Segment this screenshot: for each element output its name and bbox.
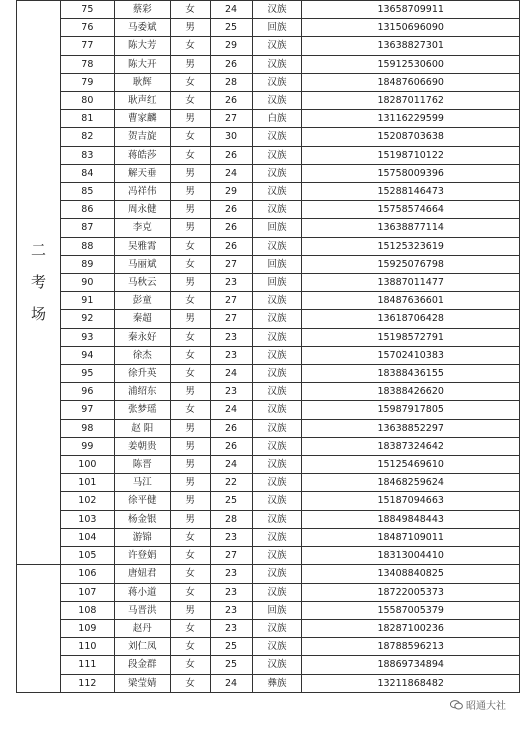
ethnicity-cell: 汉族 [252, 310, 302, 328]
seq-number-cell: 102 [60, 492, 114, 510]
phone-cell: 15702410383 [302, 346, 520, 364]
age-cell: 27 [210, 547, 252, 565]
seq-number-cell: 108 [60, 601, 114, 619]
gender-cell: 女 [170, 547, 210, 565]
name-cell: 徐杰 [114, 346, 170, 364]
name-cell: 赵丹 [114, 619, 170, 637]
name-cell: 刘仁凤 [114, 638, 170, 656]
phone-cell: 18487109011 [302, 528, 520, 546]
age-cell: 24 [210, 164, 252, 182]
age-cell: 23 [210, 583, 252, 601]
age-cell: 24 [210, 674, 252, 692]
gender-cell: 男 [170, 274, 210, 292]
seq-number-cell: 103 [60, 510, 114, 528]
ethnicity-cell: 汉族 [252, 328, 302, 346]
watermark [450, 697, 506, 712]
ethnicity-cell: 回族 [252, 601, 302, 619]
table-row [17, 346, 520, 364]
age-cell: 29 [210, 183, 252, 201]
name-cell: 蒋皓莎 [114, 146, 170, 164]
age-cell: 26 [210, 92, 252, 110]
gender-cell: 女 [170, 674, 210, 692]
exam-room-cell [17, 565, 61, 692]
name-cell: 秦永好 [114, 328, 170, 346]
phone-cell: 18287100236 [302, 619, 520, 637]
seq-number-cell: 92 [60, 310, 114, 328]
table-row [17, 638, 520, 656]
seq-number-cell: 106 [60, 565, 114, 583]
seq-number-cell: 78 [60, 55, 114, 73]
phone-cell: 15758009396 [302, 164, 520, 182]
age-cell: 23 [210, 601, 252, 619]
name-cell: 赵 阳 [114, 419, 170, 437]
age-cell: 25 [210, 492, 252, 510]
age-cell: 25 [210, 656, 252, 674]
age-cell: 23 [210, 528, 252, 546]
phone-cell: 18849848443 [302, 510, 520, 528]
ethnicity-cell: 汉族 [252, 492, 302, 510]
gender-cell: 男 [170, 601, 210, 619]
seq-number-cell: 112 [60, 674, 114, 692]
name-cell: 许登娟 [114, 547, 170, 565]
gender-cell: 男 [170, 437, 210, 455]
gender-cell: 男 [170, 510, 210, 528]
gender-cell: 男 [170, 310, 210, 328]
seq-number-cell: 96 [60, 383, 114, 401]
gender-cell: 女 [170, 255, 210, 273]
phone-cell: 15758574664 [302, 201, 520, 219]
age-cell: 23 [210, 565, 252, 583]
phone-cell: 13618706428 [302, 310, 520, 328]
seq-number-cell: 110 [60, 638, 114, 656]
age-cell: 26 [210, 55, 252, 73]
name-cell: 陈大芳 [114, 37, 170, 55]
ethnicity-cell: 汉族 [252, 437, 302, 455]
phone-cell: 18287011762 [302, 92, 520, 110]
phone-cell: 18869734894 [302, 656, 520, 674]
seq-number-cell: 93 [60, 328, 114, 346]
seq-number-cell: 77 [60, 37, 114, 55]
table-row [17, 73, 520, 91]
ethnicity-cell: 汉族 [252, 528, 302, 546]
phone-cell: 15125469610 [302, 456, 520, 474]
seq-number-cell: 98 [60, 419, 114, 437]
name-cell: 马晋洪 [114, 601, 170, 619]
name-cell: 马委斌 [114, 19, 170, 37]
ethnicity-cell: 回族 [252, 255, 302, 273]
phone-cell: 13116229599 [302, 110, 520, 128]
phone-cell: 15987917805 [302, 401, 520, 419]
gender-cell: 女 [170, 328, 210, 346]
gender-cell: 女 [170, 292, 210, 310]
gender-cell: 女 [170, 365, 210, 383]
gender-cell: 男 [170, 219, 210, 237]
seq-number-cell: 101 [60, 474, 114, 492]
name-cell: 冯祥伟 [114, 183, 170, 201]
gender-cell: 男 [170, 164, 210, 182]
gender-cell: 女 [170, 619, 210, 637]
phone-cell: 18388426620 [302, 383, 520, 401]
phone-cell: 13150696090 [302, 19, 520, 37]
table-row [17, 601, 520, 619]
age-cell: 22 [210, 474, 252, 492]
gender-cell: 女 [170, 1, 210, 19]
table-row [17, 128, 520, 146]
name-cell: 张梦瑶 [114, 401, 170, 419]
ethnicity-cell: 汉族 [252, 1, 302, 19]
table-row [17, 419, 520, 437]
age-cell: 26 [210, 146, 252, 164]
table-row [17, 565, 520, 583]
phone-cell: 15912530600 [302, 55, 520, 73]
phone-cell: 18388436155 [302, 365, 520, 383]
ethnicity-cell: 汉族 [252, 201, 302, 219]
name-cell: 耿声红 [114, 92, 170, 110]
age-cell: 26 [210, 237, 252, 255]
name-cell: 游锦 [114, 528, 170, 546]
gender-cell: 男 [170, 492, 210, 510]
table-row [17, 55, 520, 73]
name-cell: 姜朝贵 [114, 437, 170, 455]
table-row [17, 92, 520, 110]
name-cell: 曹家麟 [114, 110, 170, 128]
age-cell: 26 [210, 419, 252, 437]
gender-cell: 女 [170, 346, 210, 364]
ethnicity-cell: 汉族 [252, 565, 302, 583]
age-cell: 24 [210, 1, 252, 19]
age-cell: 24 [210, 456, 252, 474]
ethnicity-cell: 汉族 [252, 346, 302, 364]
seq-number-cell: 86 [60, 201, 114, 219]
ethnicity-cell: 汉族 [252, 619, 302, 637]
name-cell: 马丽斌 [114, 255, 170, 273]
ethnicity-cell: 汉族 [252, 237, 302, 255]
age-cell: 26 [210, 219, 252, 237]
name-cell: 马秋云 [114, 274, 170, 292]
seq-number-cell: 89 [60, 255, 114, 273]
phone-cell: 15187094663 [302, 492, 520, 510]
gender-cell: 女 [170, 401, 210, 419]
seq-number-cell: 91 [60, 292, 114, 310]
phone-cell: 15198572791 [302, 328, 520, 346]
table-row [17, 255, 520, 273]
gender-cell: 女 [170, 583, 210, 601]
table-row [17, 292, 520, 310]
table-row [17, 656, 520, 674]
name-cell: 周永健 [114, 201, 170, 219]
table-row [17, 164, 520, 182]
age-cell: 27 [210, 255, 252, 273]
ethnicity-cell: 汉族 [252, 456, 302, 474]
phone-cell: 18313004410 [302, 547, 520, 565]
name-cell: 耿辉 [114, 73, 170, 91]
age-cell: 27 [210, 310, 252, 328]
table-row [17, 528, 520, 546]
table-row [17, 619, 520, 637]
gender-cell: 女 [170, 237, 210, 255]
table-row [17, 110, 520, 128]
table-row [17, 365, 520, 383]
gender-cell: 男 [170, 201, 210, 219]
gender-cell: 女 [170, 128, 210, 146]
age-cell: 26 [210, 201, 252, 219]
phone-cell: 18788596213 [302, 638, 520, 656]
phone-cell: 15208703638 [302, 128, 520, 146]
table-row [17, 510, 520, 528]
table-row [17, 328, 520, 346]
name-cell: 徐升英 [114, 365, 170, 383]
phone-cell: 15125323619 [302, 237, 520, 255]
ethnicity-cell: 回族 [252, 274, 302, 292]
age-cell: 29 [210, 37, 252, 55]
exam-room-label: 二 [30, 241, 46, 260]
candidate-table [16, 0, 520, 693]
phone-cell: 18722005373 [302, 583, 520, 601]
seq-number-cell: 82 [60, 128, 114, 146]
name-cell: 彭童 [114, 292, 170, 310]
gender-cell: 男 [170, 456, 210, 474]
ethnicity-cell: 汉族 [252, 365, 302, 383]
age-cell: 28 [210, 73, 252, 91]
name-cell: 段金群 [114, 656, 170, 674]
seq-number-cell: 99 [60, 437, 114, 455]
phone-cell: 15198710122 [302, 146, 520, 164]
ethnicity-cell: 汉族 [252, 383, 302, 401]
name-cell: 李克 [114, 219, 170, 237]
gender-cell: 女 [170, 528, 210, 546]
ethnicity-cell: 汉族 [252, 164, 302, 182]
ethnicity-cell: 彝族 [252, 674, 302, 692]
table-row [17, 492, 520, 510]
ethnicity-cell: 汉族 [252, 510, 302, 528]
age-cell: 24 [210, 401, 252, 419]
age-cell: 23 [210, 328, 252, 346]
seq-number-cell: 75 [60, 1, 114, 19]
table-row [17, 146, 520, 164]
seq-number-cell: 111 [60, 656, 114, 674]
ethnicity-cell: 回族 [252, 219, 302, 237]
ethnicity-cell: 汉族 [252, 638, 302, 656]
table-row [17, 437, 520, 455]
ethnicity-cell: 汉族 [252, 401, 302, 419]
age-cell: 28 [210, 510, 252, 528]
table-row [17, 474, 520, 492]
phone-cell: 18487606690 [302, 73, 520, 91]
exam-room-label: 考 [30, 273, 46, 292]
exam-room-cell [17, 1, 61, 565]
ethnicity-cell: 汉族 [252, 37, 302, 55]
phone-cell: 13658709911 [302, 1, 520, 19]
ethnicity-cell: 汉族 [252, 547, 302, 565]
name-cell: 梁莹婧 [114, 674, 170, 692]
name-cell: 马江 [114, 474, 170, 492]
table-row [17, 201, 520, 219]
table-row [17, 183, 520, 201]
phone-cell: 13211868482 [302, 674, 520, 692]
seq-number-cell: 83 [60, 146, 114, 164]
table-row [17, 583, 520, 601]
gender-cell: 男 [170, 183, 210, 201]
table-row [17, 37, 520, 55]
seq-number-cell: 85 [60, 183, 114, 201]
ethnicity-cell: 汉族 [252, 419, 302, 437]
ethnicity-cell: 汉族 [252, 146, 302, 164]
gender-cell: 男 [170, 110, 210, 128]
age-cell: 23 [210, 274, 252, 292]
age-cell: 26 [210, 437, 252, 455]
seq-number-cell: 79 [60, 73, 114, 91]
ethnicity-cell: 汉族 [252, 92, 302, 110]
phone-cell: 15288146473 [302, 183, 520, 201]
phone-cell: 13638852297 [302, 419, 520, 437]
exam-room-label: 场 [30, 305, 46, 324]
table-row [17, 310, 520, 328]
name-cell: 唐妞君 [114, 565, 170, 583]
table-row [17, 219, 520, 237]
seq-number-cell: 107 [60, 583, 114, 601]
table-row [17, 1, 520, 19]
age-cell: 23 [210, 619, 252, 637]
phone-cell: 13638877114 [302, 219, 520, 237]
phone-cell: 13638827301 [302, 37, 520, 55]
gender-cell: 男 [170, 55, 210, 73]
seq-number-cell: 109 [60, 619, 114, 637]
seq-number-cell: 105 [60, 547, 114, 565]
name-cell: 蔡彩 [114, 1, 170, 19]
seq-number-cell: 87 [60, 219, 114, 237]
gender-cell: 女 [170, 92, 210, 110]
ethnicity-cell: 汉族 [252, 128, 302, 146]
phone-cell: 15925076798 [302, 255, 520, 273]
name-cell: 秦超 [114, 310, 170, 328]
name-cell: 解天垂 [114, 164, 170, 182]
age-cell: 27 [210, 110, 252, 128]
name-cell: 浦绍东 [114, 383, 170, 401]
age-cell: 25 [210, 638, 252, 656]
ethnicity-cell: 汉族 [252, 292, 302, 310]
name-cell: 贺吉旋 [114, 128, 170, 146]
name-cell: 杨金银 [114, 510, 170, 528]
seq-number-cell: 95 [60, 365, 114, 383]
seq-number-cell: 81 [60, 110, 114, 128]
seq-number-cell: 76 [60, 19, 114, 37]
age-cell: 27 [210, 292, 252, 310]
table-row [17, 674, 520, 692]
ethnicity-cell: 白族 [252, 110, 302, 128]
gender-cell: 女 [170, 146, 210, 164]
name-cell: 蒋小道 [114, 583, 170, 601]
ethnicity-cell: 汉族 [252, 55, 302, 73]
phone-cell: 13408840825 [302, 565, 520, 583]
ethnicity-cell: 汉族 [252, 656, 302, 674]
seq-number-cell: 97 [60, 401, 114, 419]
table-row [17, 401, 520, 419]
gender-cell: 男 [170, 19, 210, 37]
name-cell: 陈晋 [114, 456, 170, 474]
phone-cell: 18387324642 [302, 437, 520, 455]
seq-number-cell: 90 [60, 274, 114, 292]
table-row [17, 274, 520, 292]
phone-cell: 13887011477 [302, 274, 520, 292]
age-cell: 25 [210, 19, 252, 37]
age-cell: 23 [210, 346, 252, 364]
table-row [17, 237, 520, 255]
ethnicity-cell: 汉族 [252, 73, 302, 91]
table-row [17, 383, 520, 401]
ethnicity-cell: 回族 [252, 19, 302, 37]
gender-cell: 女 [170, 565, 210, 583]
seq-number-cell: 84 [60, 164, 114, 182]
gender-cell: 女 [170, 656, 210, 674]
age-cell: 23 [210, 383, 252, 401]
age-cell: 30 [210, 128, 252, 146]
seq-number-cell: 80 [60, 92, 114, 110]
ethnicity-cell: 汉族 [252, 183, 302, 201]
seq-number-cell: 94 [60, 346, 114, 364]
name-cell: 吴雅霄 [114, 237, 170, 255]
watermark-text: 昭通大社 [466, 701, 506, 712]
phone-cell: 18468259624 [302, 474, 520, 492]
ethnicity-cell: 汉族 [252, 583, 302, 601]
wechat-icon [450, 700, 463, 710]
table-row [17, 547, 520, 565]
seq-number-cell: 104 [60, 528, 114, 546]
table-row [17, 456, 520, 474]
name-cell: 徐平健 [114, 492, 170, 510]
phone-cell: 18487636601 [302, 292, 520, 310]
gender-cell: 男 [170, 474, 210, 492]
table-row [17, 19, 520, 37]
phone-cell: 15587005379 [302, 601, 520, 619]
seq-number-cell: 100 [60, 456, 114, 474]
gender-cell: 女 [170, 73, 210, 91]
gender-cell: 女 [170, 37, 210, 55]
name-cell: 陈大开 [114, 55, 170, 73]
gender-cell: 男 [170, 383, 210, 401]
ethnicity-cell: 汉族 [252, 474, 302, 492]
seq-number-cell: 88 [60, 237, 114, 255]
gender-cell: 女 [170, 638, 210, 656]
gender-cell: 男 [170, 419, 210, 437]
age-cell: 24 [210, 365, 252, 383]
